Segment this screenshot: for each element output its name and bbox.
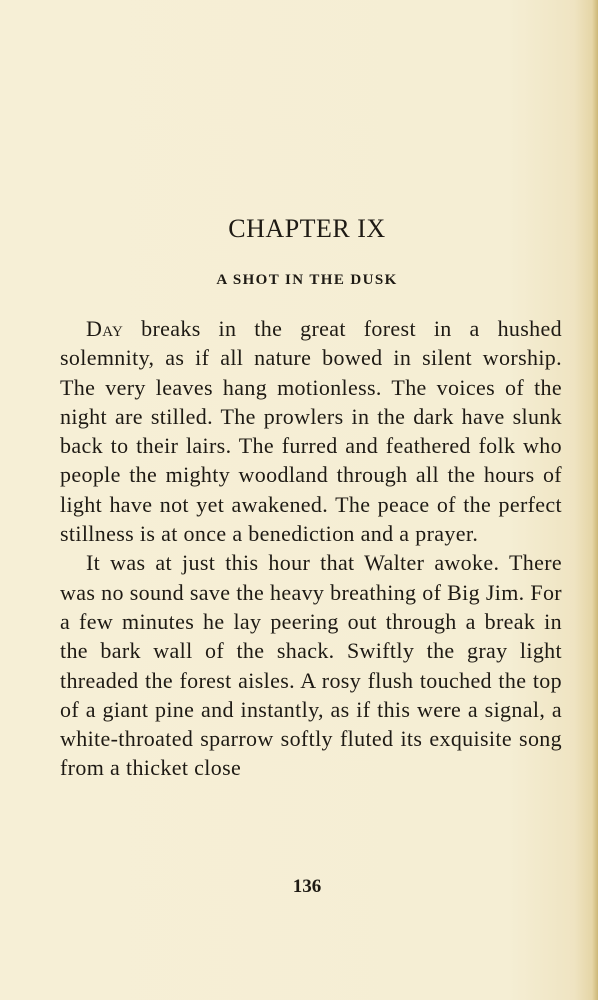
chapter-body	[60, 314, 562, 783]
paragraph-2-text: It was at just this hour that Walter awoke. There was no sound save the heavy breathing of Big Jim. For a few minutes he lay peering out through a break in the bark wall of the shack. Swiftly the gray light threaded the forest aisles. A rosy flush touched the top of a giant pine and instantly, as if this were a signal, a white-throated sparrow softly fluted its exquisite song from a thicket close	[60, 550, 562, 781]
paragraph-1-text: breaks in the great forest in a hushed solemnity, as if all nature bowed in silent worship. The very leaves hang motionless. The voices of the night are stilled. The prowlers in the dark have slunk back to their lairs. The furred and feathered folk who people the mighty woodland through all the hours of light have not yet awakened. The peace of the perfect stillness is at once a benediction and a prayer.	[60, 316, 562, 547]
paragraph-lead-word: Day	[86, 316, 124, 341]
paragraph-1	[60, 314, 562, 548]
page-edge	[592, 0, 598, 1000]
paragraph-2	[60, 548, 562, 782]
chapter-title: CHAPTER IX	[228, 214, 386, 243]
page-number: 136	[292, 876, 322, 897]
chapter-subtitle: A SHOT IN THE DUSK	[216, 272, 398, 288]
